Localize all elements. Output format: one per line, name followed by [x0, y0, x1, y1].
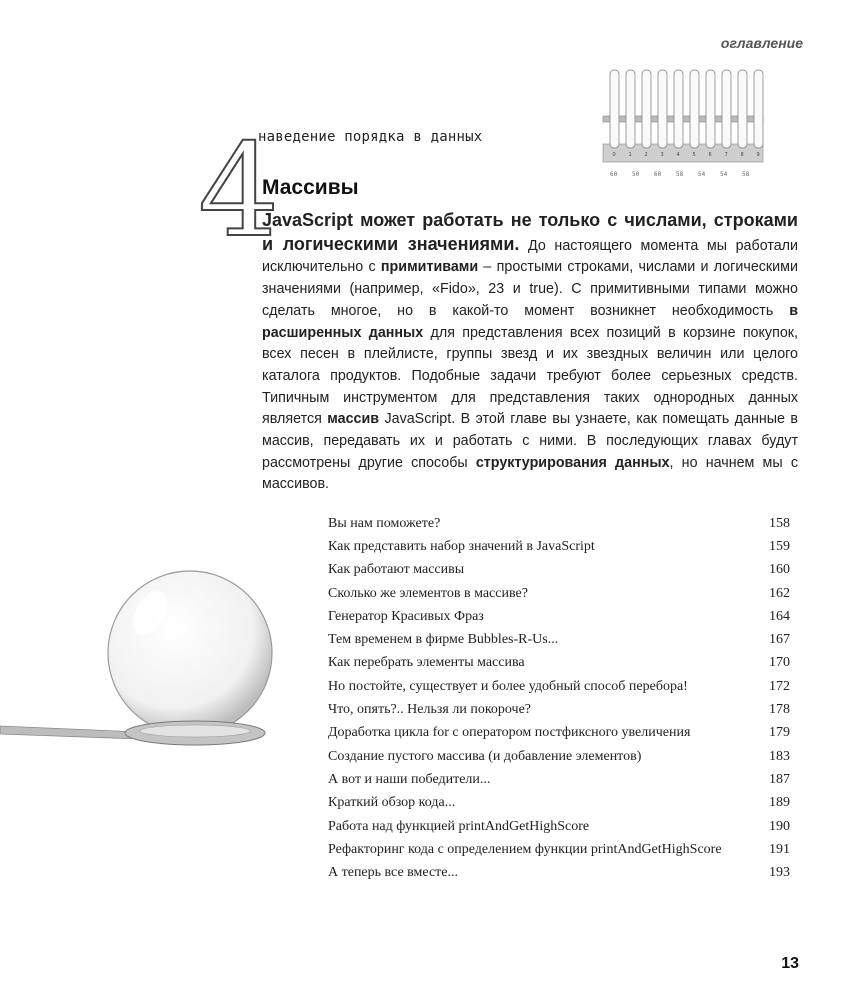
- test-tube: [706, 70, 715, 148]
- toc-entry[interactable]: [328, 838, 790, 861]
- toc-entry-page: 187: [769, 771, 790, 787]
- chapter-title: Массивы: [262, 176, 359, 199]
- toc-entry-page: 193: [769, 865, 790, 881]
- toc-entry-page: 159: [769, 538, 790, 554]
- intro-term-data-structuring: структурирования данных: [475, 454, 670, 471]
- toc-entry-page: 189: [769, 795, 790, 811]
- toc-entry-page: 167: [769, 632, 790, 648]
- test-tube: [674, 70, 683, 148]
- intro-term-primitives: примитивами: [380, 259, 479, 276]
- toc-entry[interactable]: [328, 535, 790, 558]
- toc-entry-page: 162: [769, 585, 790, 601]
- toc-entry-title: Генератор Красивых Фраз: [328, 608, 484, 624]
- toc-entry-title: Но постойте, существует и более удобный способ перебора!: [328, 678, 688, 694]
- toc-entry[interactable]: [328, 652, 790, 675]
- toc-entry[interactable]: [328, 512, 790, 535]
- toc-entry[interactable]: [328, 582, 790, 605]
- toc-entry[interactable]: [328, 675, 790, 698]
- tube-number: 0: [612, 152, 616, 158]
- toc-entry-page: 158: [769, 515, 790, 531]
- toc-entry[interactable]: [328, 745, 790, 768]
- toc-entry[interactable]: [328, 861, 790, 884]
- test-tube: [642, 70, 651, 148]
- intro-term-array: массив: [327, 411, 380, 428]
- toc-entry[interactable]: [328, 815, 790, 838]
- toc-entry-page: 179: [769, 725, 790, 741]
- toc-entry-title: Доработка цикла for с оператором постфиксного увеличения: [328, 725, 691, 741]
- toc-entry-title: Как работают массивы: [328, 562, 465, 578]
- toc-entry-page: 178: [769, 702, 790, 718]
- toc-entry-title: Создание пустого массива (и добавление элементов): [328, 748, 642, 764]
- intro-text: , но начнем мы с массивов.: [262, 454, 798, 493]
- toc-entry[interactable]: [328, 605, 790, 628]
- tube-number: 6: [708, 152, 712, 158]
- tube-number: 8: [740, 152, 744, 158]
- toc-entry-title: Что, опять?.. Нельзя ли покороче?: [328, 702, 532, 718]
- toc-entry-title: Как перебрать элементы массива: [328, 655, 525, 671]
- toc-entry-title: А вот и наши победители...: [328, 771, 491, 787]
- table-of-contents: [328, 512, 790, 885]
- toc-entry-title: Рефакторинг кода с определением функции printAndGetHighScore: [328, 841, 722, 857]
- intro-paragraph: [262, 210, 798, 496]
- toc-entry-title: А теперь все вместе...: [328, 865, 458, 881]
- test-tube: [610, 70, 619, 148]
- tube-number: 1: [628, 152, 632, 158]
- toc-entry-title: Тем временем в фирме Bubbles-R-Us...: [328, 632, 559, 648]
- tube-handwritten-label: 58: [742, 171, 750, 178]
- tube-number: 9: [756, 152, 760, 158]
- test-tube: [738, 70, 747, 148]
- tube-number: 2: [644, 152, 648, 158]
- tube-handwritten-label: 58: [676, 171, 684, 178]
- tube-handwritten-label: 50: [632, 171, 640, 178]
- toc-entry-page: 191: [769, 841, 790, 857]
- tube-handwritten-label: 60: [654, 171, 662, 178]
- tube-number: 5: [692, 152, 696, 158]
- toc-entry-page: 190: [769, 818, 790, 834]
- tube-handwritten-label: 54: [720, 171, 728, 178]
- chapter-number: 4: [198, 117, 280, 266]
- toc-entry-page: 172: [769, 678, 790, 694]
- bubble-wand-illustration: [0, 558, 300, 758]
- test-tube: [690, 70, 699, 148]
- toc-entry[interactable]: [328, 628, 790, 651]
- toc-entry[interactable]: [328, 768, 790, 791]
- toc-entry-title: Краткий обзор кода...: [328, 795, 456, 811]
- toc-entry-page: 164: [769, 608, 790, 624]
- section-label: оглавление: [720, 35, 803, 51]
- toc-entry[interactable]: [328, 559, 790, 582]
- toc-entry-page: 160: [769, 562, 790, 578]
- test-tube: [658, 70, 667, 148]
- intro-text: JavaScript. В этой главе вы узнаете, как помещать данные в массив, передавать их и работать с ними. В последующих главах будут рассмотрены другие способы: [262, 411, 798, 471]
- intro-text: До настоящего момента мы работали исключительно с: [262, 237, 798, 276]
- toc-entry[interactable]: [328, 722, 790, 745]
- intro-lead: JavaScript может работать не только с числами, строками и логическими значениями.: [262, 210, 798, 254]
- tube-handwritten-label: 54: [698, 171, 706, 178]
- tube-number: 4: [676, 152, 680, 158]
- tube-number: 3: [660, 152, 664, 158]
- tube-number: 7: [724, 152, 728, 158]
- test-tube: [722, 70, 731, 148]
- chapter-subtitle: наведение порядка в данных: [258, 129, 483, 145]
- intro-term-extended-data: в расширенных данных: [262, 302, 798, 341]
- toc-entry-page: 183: [769, 748, 790, 764]
- test-tubes-illustration: [598, 68, 768, 188]
- toc-entry-title: Вы нам поможете?: [328, 515, 441, 531]
- intro-text: для представления всех позиций в корзине покупок, всех песен в плейлисте, группы звезд и их звездных величин или целого каталога продуктов. Подобные задачи требуют более серьезных средств. Типичным инструментом для представления таких однородных данных является: [262, 324, 798, 428]
- toc-entry-title: Сколько же элементов в массиве?: [328, 585, 528, 601]
- page-number: 13: [781, 955, 799, 972]
- toc-entry[interactable]: [328, 698, 790, 721]
- test-tube: [754, 70, 763, 148]
- toc-entry[interactable]: [328, 792, 790, 815]
- tube-handwritten-label: 60: [610, 171, 618, 178]
- toc-entry-title: Работа над функцией printAndGetHighScore: [328, 818, 590, 834]
- test-tube: [626, 70, 635, 148]
- intro-text: – простыми строками, числами и логическими значениями (например, «Fido», 23 и true). С примитивными типами можно сделать многое, но в какой-то момент возникнет необходимость: [262, 259, 798, 319]
- toc-entry-title: Как представить набор значений в JavaScript: [328, 538, 595, 554]
- toc-entry-page: 170: [769, 655, 790, 671]
